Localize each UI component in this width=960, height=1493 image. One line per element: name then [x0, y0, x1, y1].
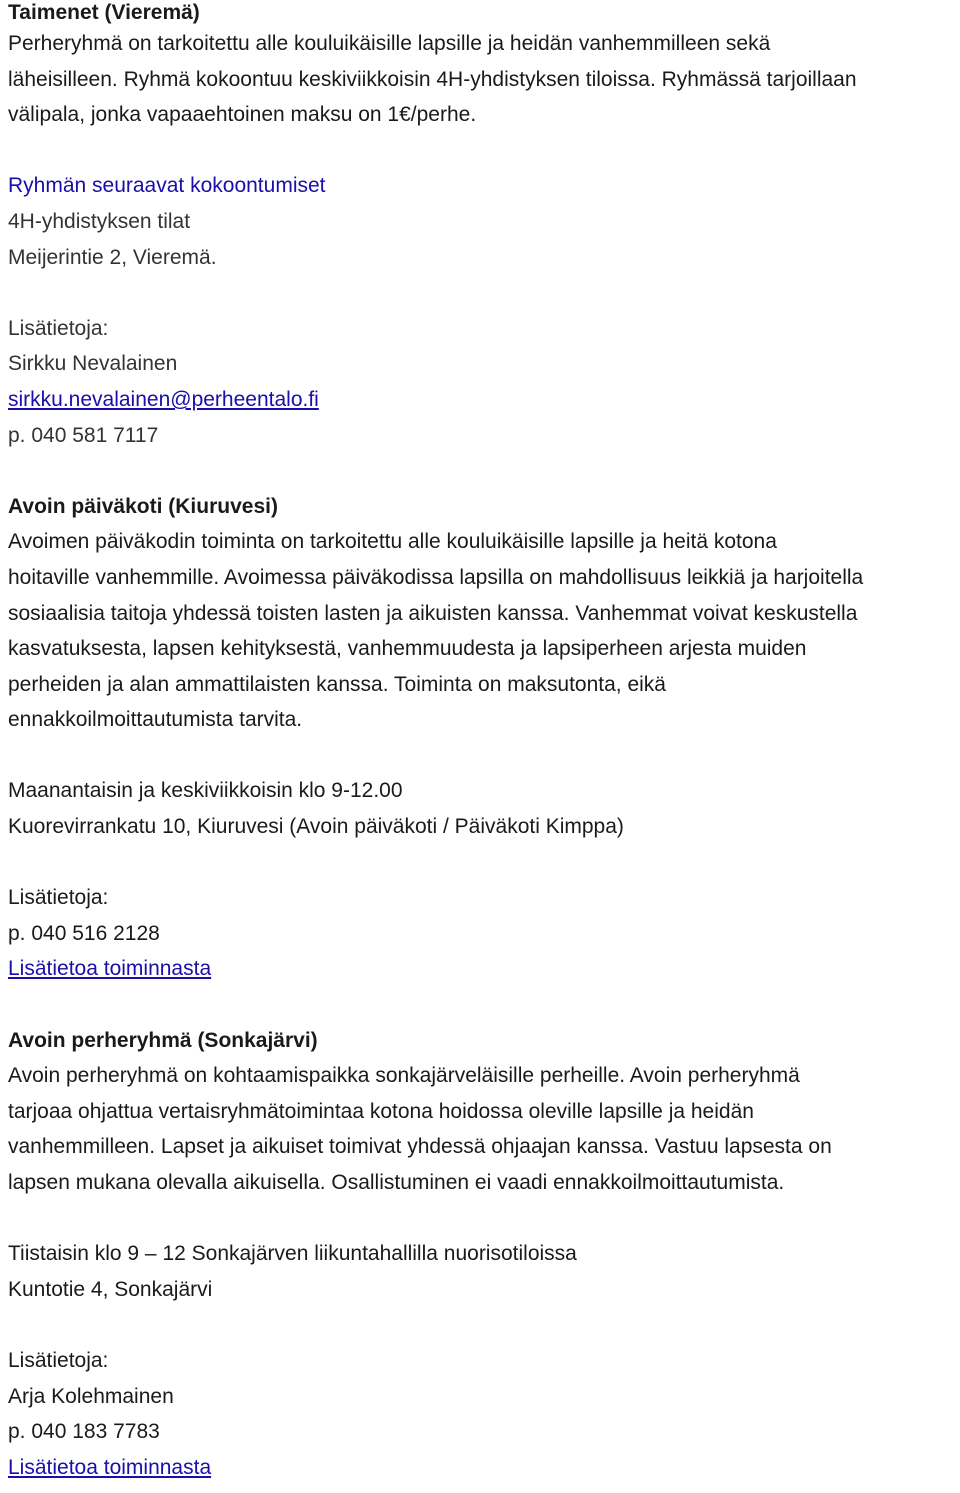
spacer [8, 453, 953, 489]
body-line: lapsen mukana olevalla aikuisella. Osallistuminen ei vaadi ennakkoilmoittautumista. [8, 1171, 785, 1194]
body-line: sosiaalisia taitoja yhdessä toisten lasten ja aikuisten kanssa. Vanhemmat voivat keskustella [8, 601, 858, 625]
spacer [8, 738, 953, 774]
section-avoin-paivakoti [8, 489, 953, 1023]
body-line: läheisilleen. Ryhmä kokoontuu keskiviikkoisin 4H-yhdistyksen tiloissa. Ryhmässä tarjoillaan [8, 67, 857, 91]
body-line: välipala, jonka vapaaehtoinen maksu on 1€/perhe. [8, 103, 477, 127]
schedule-text: Maanantaisin ja keskiviikkoisin klo 9-12.00 [8, 779, 403, 803]
body-line: perheiden ja alan ammattilaisten kanssa. Toiminta on maksutonta, eikä [8, 672, 666, 696]
place-text: 4H-yhdistyksen tilat [8, 209, 191, 233]
document-page [8, 0, 953, 1485]
info-label: Lisätietoja: [8, 886, 109, 910]
contact-name: Arja Kolehmainen [8, 1384, 174, 1408]
section-heading: Taimenet (Vieremä) [8, 1, 200, 24]
contact-phone: p. 040 516 2128 [8, 921, 160, 945]
contact-name: Sirkku Nevalainen [8, 352, 178, 376]
spacer [8, 1201, 953, 1237]
info-label: Lisätietoja: [8, 316, 109, 340]
address-text: Kuorevirrankatu 10, Kiuruvesi (Avoin päiväkoti / Päiväkoti Kimppa) [8, 815, 624, 839]
body-line: ennakkoilmoittautumista tarvita. [8, 708, 303, 732]
spacer [8, 133, 953, 169]
schedule-text: Tiistaisin klo 9 – 12 Sonkajärven liikuntahallilla nuorisotiloissa [8, 1242, 577, 1266]
more-info-link[interactable]: Lisätietoa toiminnasta [8, 1455, 212, 1479]
contact-phone: p. 040 183 7783 [8, 1420, 160, 1444]
section-avoin-perheryhma [8, 1023, 953, 1486]
more-info-link[interactable]: Lisätietoa toiminnasta [8, 957, 212, 981]
body-line: kasvatuksesta, lapsen kehityksestä, vanhemmuudesta ja lapsiperheen arjesta muiden [8, 637, 807, 661]
body-line: Avoin perheryhmä on kohtaamispaikka sonkajärveläisille perheille. Avoin perheryhmä [8, 1064, 800, 1088]
body-line: hoitaville vanhemmille. Avoimessa päiväkodissa lapsilla on mahdollisuus leikkiä ja harjoitella [8, 565, 864, 589]
section-heading: Avoin perheryhmä (Sonkajärvi) [8, 1028, 318, 1052]
body-line: Perheryhmä on tarkoitettu alle kouluikäisille lapsille ja heidän vanhemmilleen sekä [8, 32, 771, 55]
section-taimenet [8, 0, 953, 489]
spacer [8, 987, 953, 1023]
info-label: Lisätietoja: [8, 1348, 109, 1372]
body-line: tarjoaa ohjattua vertaisryhmätoimintaa kotona hoidossa oleville lapsille ja heidän [8, 1099, 754, 1123]
meetings-link[interactable]: Ryhmän seuraavat kokoontumiset [8, 174, 326, 198]
address-text: Meijerintie 2, Vieremä. [8, 245, 217, 269]
body-line: Avoimen päiväkodin toiminta on tarkoitettu alle kouluikäisille lapsille ja heitä kotona [8, 530, 777, 554]
spacer [8, 275, 953, 311]
spacer [8, 1307, 953, 1343]
body-line: vanhemmilleen. Lapset ja aikuiset toimivat yhdessä ohjaajan kanssa. Vastuu lapsesta on [8, 1135, 832, 1159]
section-heading: Avoin päiväkoti (Kiuruvesi) [8, 494, 278, 518]
spacer [8, 845, 953, 881]
address-text: Kuntotie 4, Sonkajärvi [8, 1277, 213, 1301]
contact-email-link[interactable]: sirkku.nevalainen@perheentalo.fi [8, 387, 319, 411]
contact-phone: p. 040 581 7117 [8, 423, 159, 447]
